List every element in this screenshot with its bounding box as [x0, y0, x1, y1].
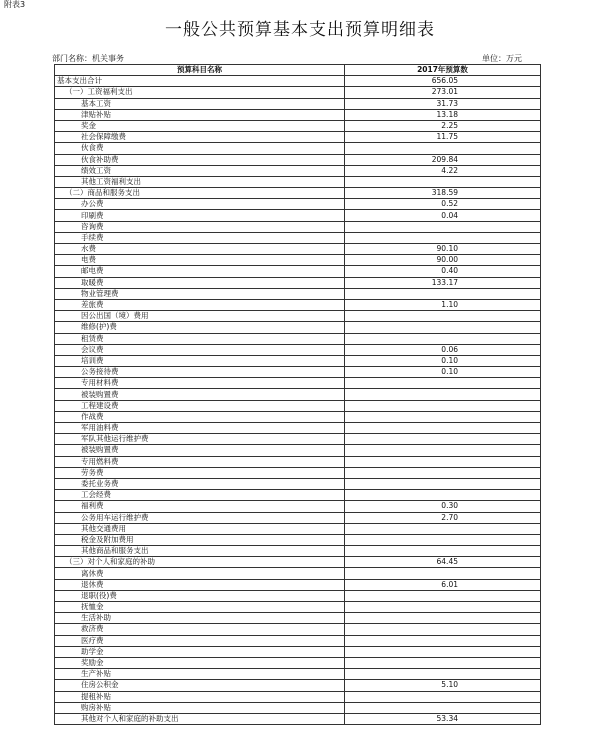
row-item-name: 委托业务费 — [55, 478, 345, 489]
row-item-name: 基本工资 — [55, 98, 345, 109]
table-row — [55, 355, 541, 366]
unit-label: 单位：万元 — [482, 54, 522, 63]
row-amount — [345, 400, 541, 411]
row-amount — [345, 288, 541, 299]
table-row — [55, 680, 541, 691]
row-item-name: 被装购置费 — [55, 445, 345, 456]
row-amount — [345, 467, 541, 478]
row-item-name: 福利费 — [55, 501, 345, 512]
table-row — [55, 691, 541, 702]
row-amount — [345, 232, 541, 243]
row-amount — [345, 646, 541, 657]
row-item-name: 物业管理费 — [55, 288, 345, 299]
table-row — [55, 434, 541, 445]
table-header-row — [55, 65, 541, 76]
row-item-name: 手续费 — [55, 232, 345, 243]
table-row — [55, 199, 541, 210]
table-row — [55, 501, 541, 512]
row-amount — [345, 378, 541, 389]
row-item-name: 被装购置费 — [55, 389, 345, 400]
row-amount — [345, 702, 541, 713]
table-row — [55, 512, 541, 523]
row-amount — [345, 590, 541, 601]
table-row — [55, 445, 541, 456]
table-row — [55, 132, 541, 143]
row-item-name: 公务接待费 — [55, 367, 345, 378]
table-row — [55, 624, 541, 635]
row-item-name: （二）商品和服务支出 — [55, 188, 345, 199]
table-row — [55, 400, 541, 411]
table-row — [55, 669, 541, 680]
row-amount — [345, 176, 541, 187]
row-item-name: 邮电费 — [55, 266, 345, 277]
row-item-name: 奖励金 — [55, 657, 345, 668]
row-item-name: 维修(护)费 — [55, 322, 345, 333]
table-row — [55, 568, 541, 579]
row-amount — [345, 221, 541, 232]
row-amount: 133.17 — [345, 277, 541, 288]
row-item-name: 军用油料费 — [55, 423, 345, 434]
department-label: 部门名称：机关事务 — [52, 54, 124, 63]
table-row — [55, 98, 541, 109]
table-row — [55, 456, 541, 467]
row-item-name: 提租补贴 — [55, 691, 345, 702]
table-row — [55, 344, 541, 355]
row-amount: 0.10 — [345, 367, 541, 378]
row-item-name: 离休费 — [55, 568, 345, 579]
table-row — [55, 311, 541, 322]
table-row — [55, 613, 541, 624]
row-item-name: 社会保障缴费 — [55, 132, 345, 143]
row-item-name: 取暖费 — [55, 277, 345, 288]
row-amount: 0.04 — [345, 210, 541, 221]
row-amount — [345, 478, 541, 489]
row-amount: 209.84 — [345, 154, 541, 165]
table-row — [55, 635, 541, 646]
table-row — [55, 579, 541, 590]
row-amount: 64.45 — [345, 557, 541, 568]
row-item-name: 电费 — [55, 255, 345, 266]
table-row — [55, 423, 541, 434]
row-amount — [345, 534, 541, 545]
row-amount: 0.40 — [345, 266, 541, 277]
table-row — [55, 411, 541, 422]
table-row — [55, 154, 541, 165]
table-row — [55, 702, 541, 713]
table-row — [55, 590, 541, 601]
column-header-amount: 2017年预算数 — [345, 65, 541, 76]
row-item-name: 生产补贴 — [55, 669, 345, 680]
row-amount — [345, 143, 541, 154]
row-amount: 2.25 — [345, 120, 541, 131]
row-amount — [345, 411, 541, 422]
row-amount: 13.18 — [345, 109, 541, 120]
row-amount — [345, 311, 541, 322]
row-item-name: 住房公积金 — [55, 680, 345, 691]
table-row — [55, 288, 541, 299]
table-row — [55, 143, 541, 154]
row-item-name: （一）工资福利支出 — [55, 87, 345, 98]
row-amount: 5.10 — [345, 680, 541, 691]
row-amount — [345, 333, 541, 344]
row-item-name: 津贴补贴 — [55, 109, 345, 120]
row-item-name: 伙食补助费 — [55, 154, 345, 165]
table-row — [55, 299, 541, 310]
row-item-name: 公务用车运行维护费 — [55, 512, 345, 523]
table-row — [55, 266, 541, 277]
row-item-name: 专用燃料费 — [55, 456, 345, 467]
row-amount — [345, 434, 541, 445]
row-item-name: 绩效工资 — [55, 165, 345, 176]
row-amount — [345, 568, 541, 579]
row-item-name: 基本支出合计 — [55, 76, 345, 87]
table-row — [55, 646, 541, 657]
row-item-name: 其他工资福利支出 — [55, 176, 345, 187]
table-row — [55, 333, 541, 344]
row-item-name: 税金及附加费用 — [55, 534, 345, 545]
row-amount: 90.10 — [345, 244, 541, 255]
row-amount: 0.30 — [345, 501, 541, 512]
row-amount — [345, 635, 541, 646]
table-row — [55, 109, 541, 120]
row-amount: 0.06 — [345, 344, 541, 355]
row-amount: 4.22 — [345, 165, 541, 176]
table-row — [55, 657, 541, 668]
row-item-name: 工会经费 — [55, 490, 345, 501]
row-amount — [345, 613, 541, 624]
page-title: 一般公共预算基本支出预算明细表 — [165, 20, 435, 40]
table-row — [55, 210, 541, 221]
row-item-name: 奖金 — [55, 120, 345, 131]
attachment-label: 附表3 — [4, 0, 26, 9]
table-row — [55, 188, 541, 199]
row-item-name: 培训费 — [55, 355, 345, 366]
row-item-name: 会议费 — [55, 344, 345, 355]
table-row — [55, 120, 541, 131]
row-amount: 53.34 — [345, 713, 541, 724]
table-row — [55, 490, 541, 501]
table-row — [55, 232, 541, 243]
table-row — [55, 467, 541, 478]
row-amount — [345, 523, 541, 534]
table-row — [55, 389, 541, 400]
row-amount — [345, 657, 541, 668]
row-item-name: 专用材料费 — [55, 378, 345, 389]
table-row — [55, 255, 541, 266]
table-row — [55, 76, 541, 87]
row-amount: 2.70 — [345, 512, 541, 523]
row-amount — [345, 624, 541, 635]
row-amount — [345, 490, 541, 501]
row-item-name: 印刷费 — [55, 210, 345, 221]
row-item-name: 军队其他运行维护费 — [55, 434, 345, 445]
row-amount — [345, 456, 541, 467]
budget-table — [54, 64, 541, 725]
table-row — [55, 221, 541, 232]
row-amount — [345, 691, 541, 702]
table-body — [55, 76, 541, 725]
row-amount: 31.73 — [345, 98, 541, 109]
row-item-name: 其他交通费用 — [55, 523, 345, 534]
row-item-name: 救济费 — [55, 624, 345, 635]
table-row — [55, 546, 541, 557]
row-amount: 1.10 — [345, 299, 541, 310]
table-row — [55, 176, 541, 187]
table-row — [55, 523, 541, 534]
table-row — [55, 602, 541, 613]
row-item-name: （三）对个人和家庭的补助 — [55, 557, 345, 568]
row-item-name: 咨询费 — [55, 221, 345, 232]
row-amount — [345, 669, 541, 680]
row-item-name: 伙食费 — [55, 143, 345, 154]
row-item-name: 退休费 — [55, 579, 345, 590]
row-item-name: 因公出国（境）费用 — [55, 311, 345, 322]
row-item-name: 其他对个人和家庭的补助支出 — [55, 713, 345, 724]
table-row — [55, 534, 541, 545]
row-item-name: 购房补贴 — [55, 702, 345, 713]
row-amount: 11.75 — [345, 132, 541, 143]
row-amount — [345, 322, 541, 333]
row-amount — [345, 389, 541, 400]
row-item-name: 水费 — [55, 244, 345, 255]
table-row — [55, 478, 541, 489]
row-amount: 0.10 — [345, 355, 541, 366]
row-item-name: 助学金 — [55, 646, 345, 657]
row-item-name: 差旅费 — [55, 299, 345, 310]
row-amount: 656.05 — [345, 76, 541, 87]
table-row — [55, 165, 541, 176]
row-item-name: 劳务费 — [55, 467, 345, 478]
row-amount: 273.01 — [345, 87, 541, 98]
row-item-name: 抚恤金 — [55, 602, 345, 613]
row-amount — [345, 546, 541, 557]
row-item-name: 作战费 — [55, 411, 345, 422]
table-row — [55, 557, 541, 568]
row-item-name: 其他商品和服务支出 — [55, 546, 345, 557]
row-item-name: 生活补助 — [55, 613, 345, 624]
column-header-item: 预算科目名称 — [55, 65, 345, 76]
row-amount: 90.00 — [345, 255, 541, 266]
row-item-name: 租赁费 — [55, 333, 345, 344]
table-row — [55, 367, 541, 378]
table-row — [55, 713, 541, 724]
row-amount — [345, 602, 541, 613]
table-row — [55, 277, 541, 288]
row-item-name: 办公费 — [55, 199, 345, 210]
row-amount: 318.59 — [345, 188, 541, 199]
row-item-name: 退职(役)费 — [55, 590, 345, 601]
table-row — [55, 378, 541, 389]
row-item-name: 医疗费 — [55, 635, 345, 646]
row-amount: 6.01 — [345, 579, 541, 590]
table-row — [55, 244, 541, 255]
row-item-name: 工程建设费 — [55, 400, 345, 411]
row-amount: 0.52 — [345, 199, 541, 210]
row-amount — [345, 445, 541, 456]
table-row — [55, 87, 541, 98]
row-amount — [345, 423, 541, 434]
table-row — [55, 322, 541, 333]
